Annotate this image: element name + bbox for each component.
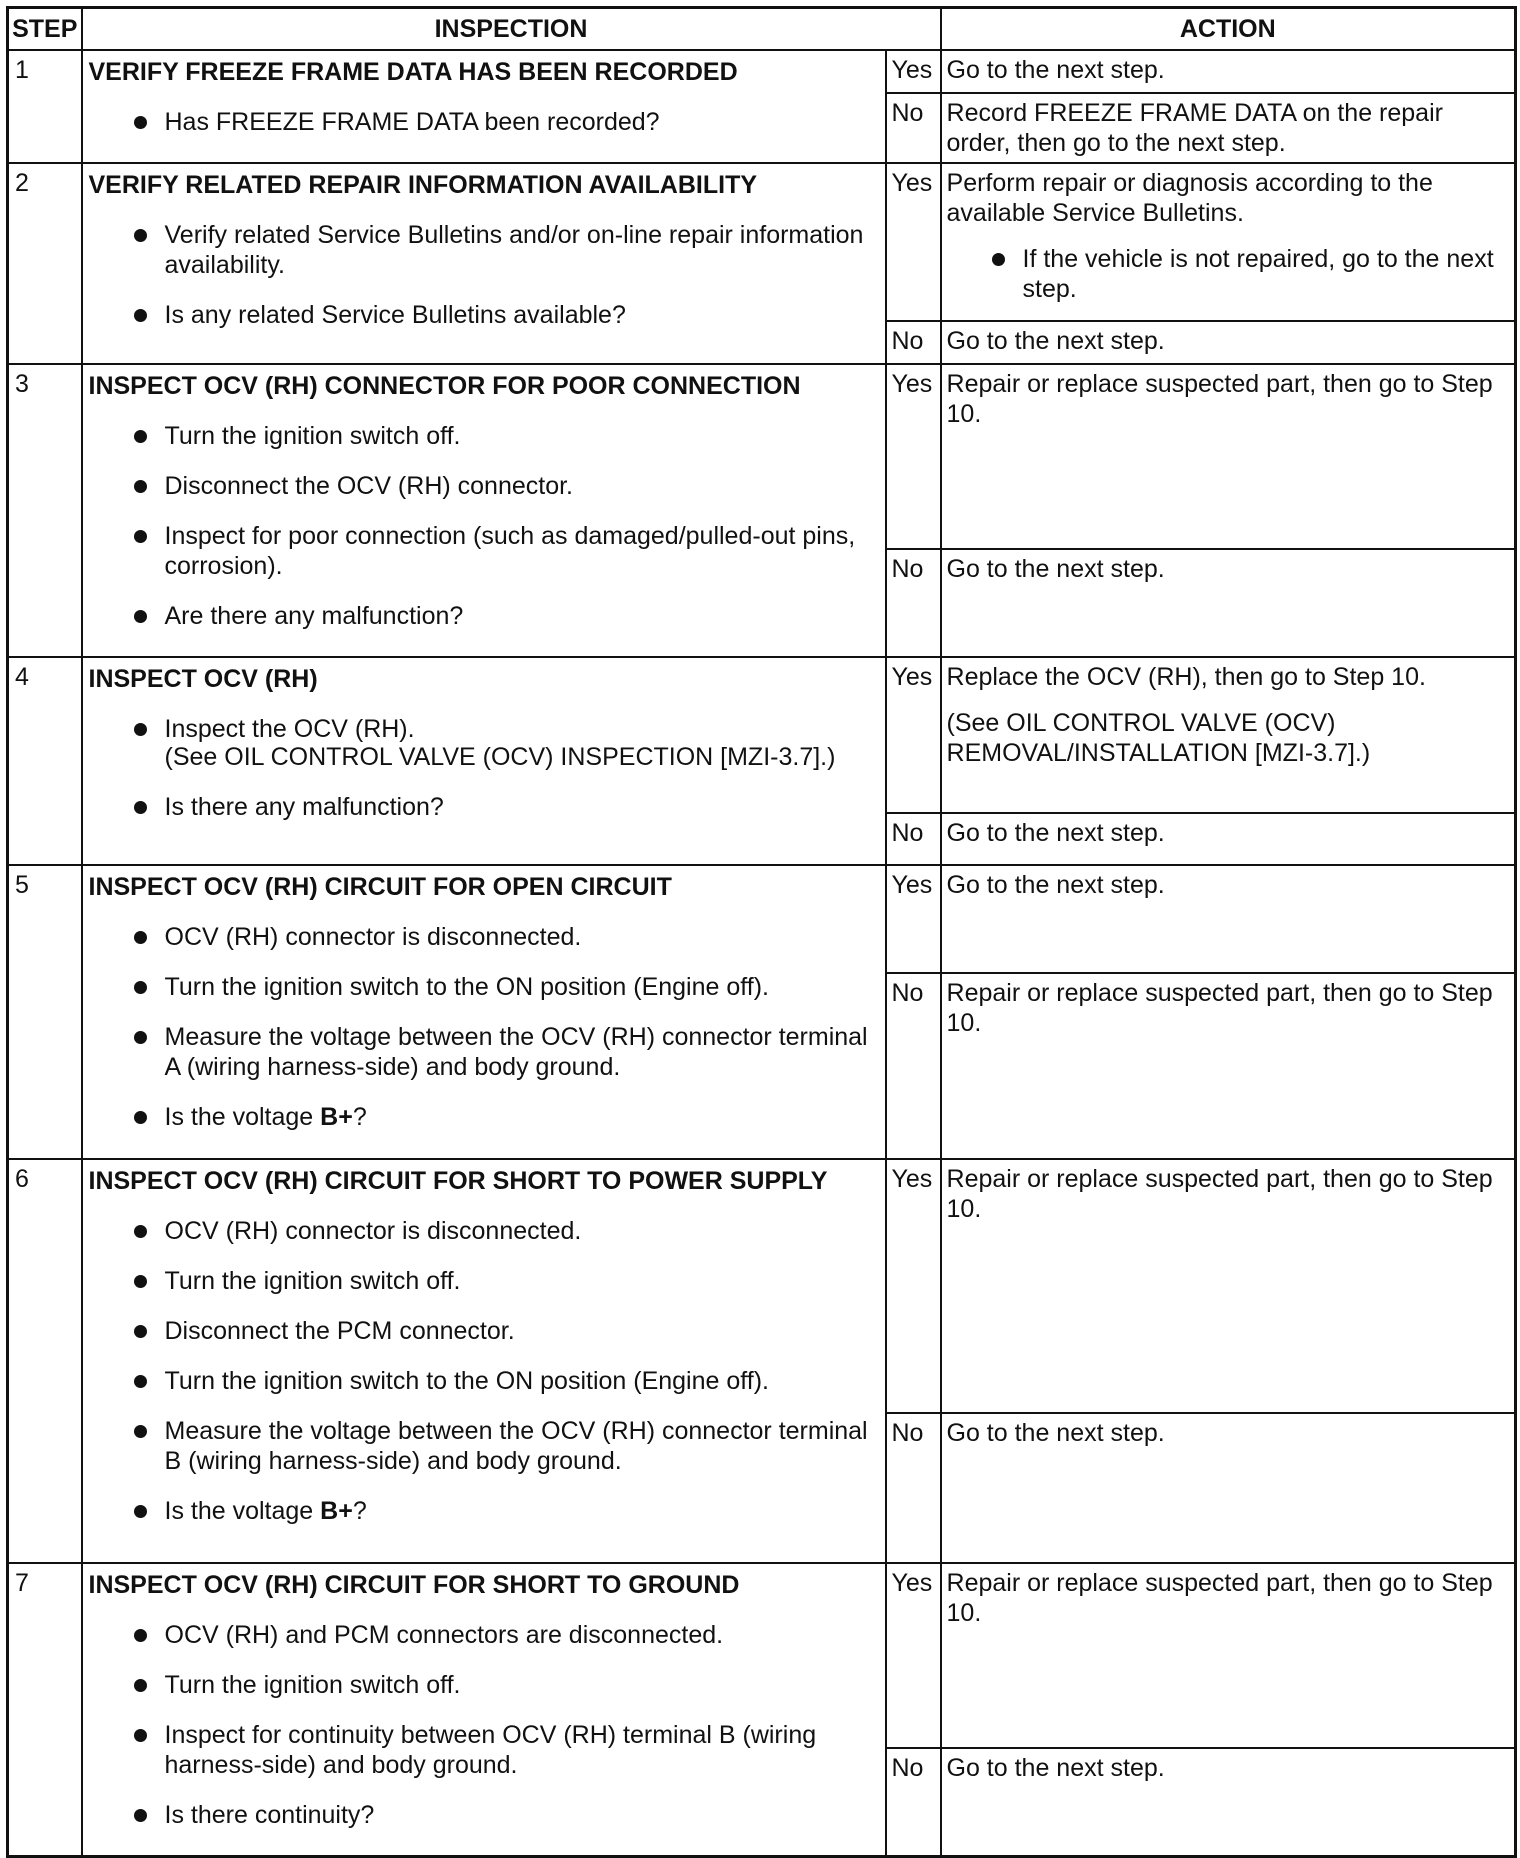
step-inspection [82, 163, 886, 364]
inspection-bullet: Turn the ignition switch off. [89, 1670, 879, 1700]
step-inspection [82, 1159, 886, 1563]
table-row [8, 865, 1516, 973]
step-number: 2 [8, 163, 82, 364]
action-bullet: If the vehicle is not repaired, go to the next step. [947, 244, 1509, 304]
step-inspection [82, 865, 886, 1159]
yes-label: Yes [886, 1159, 941, 1413]
inspection-bullet: Turn the ignition switch to the ON position (Engine off). [89, 1366, 879, 1396]
table-row [8, 1159, 1516, 1413]
inspection-bullet: Is any related Service Bulletins available? [89, 300, 879, 330]
no-action: Go to the next step. [941, 1413, 1516, 1563]
inspection-bullet: Inspect for poor connection (such as damaged/pulled-out pins, corrosion). [89, 521, 879, 581]
bullet-icon [134, 1325, 147, 1338]
yes-action: Repair or replace suspected part, then go to Step 10. [941, 1563, 1516, 1748]
inspection-bullet: OCV (RH) connector is disconnected. [89, 1216, 879, 1246]
no-label: No [886, 93, 941, 163]
yes-label: Yes [886, 1563, 941, 1748]
bullet-icon [134, 1275, 147, 1288]
bullet-icon [134, 1505, 147, 1518]
bullet-icon [134, 801, 147, 814]
bullet-icon [134, 931, 147, 944]
yes-action: Replace the OCV (RH), then go to Step 10. (See OIL CONTROL VALVE (OCV) REMOVAL/INSTALLATION [MZI-3.7].) [941, 657, 1516, 813]
bullet-icon [134, 530, 147, 543]
no-label: No [886, 813, 941, 865]
inspection-bullet: Inspect for continuity between OCV (RH) terminal B (wiring harness-side) and body ground. [89, 1720, 879, 1780]
table-row [8, 50, 1516, 93]
step-number: 4 [8, 657, 82, 865]
yes-label: Yes [886, 657, 941, 813]
no-action: Go to the next step. [941, 1748, 1516, 1856]
diagnostic-table [6, 6, 1517, 1858]
no-action: Go to the next step. [941, 813, 1516, 865]
inspection-bullet: Is there continuity? [89, 1800, 879, 1830]
step-inspection [82, 657, 886, 865]
bullet-icon [134, 480, 147, 493]
bullet-icon [134, 1629, 147, 1642]
inspection-bullet: OCV (RH) and PCM connectors are disconnected. [89, 1620, 879, 1650]
inspection-bullet: Is the voltage B+? [89, 1496, 879, 1526]
step-number: 7 [8, 1563, 82, 1856]
no-action: Go to the next step. [941, 549, 1516, 657]
step-number: 1 [8, 50, 82, 163]
inspection-bullet: Measure the voltage between the OCV (RH) connector terminal B (wiring harness-side) and body ground. [89, 1416, 879, 1476]
table-header-row [8, 8, 1516, 51]
bullet-icon [134, 610, 147, 623]
yes-label: Yes [886, 865, 941, 973]
header-action: ACTION [941, 8, 1516, 51]
step-title: INSPECT OCV (RH) CONNECTOR FOR POOR CONNECTION [88, 372, 801, 400]
no-label: No [886, 1413, 941, 1563]
yes-label: Yes [886, 163, 941, 321]
yes-action: Repair or replace suspected part, then go to Step 10. [941, 1159, 1516, 1413]
step-title: INSPECT OCV (RH) CIRCUIT FOR SHORT TO POWER SUPPLY [88, 1167, 828, 1195]
table-row [8, 364, 1516, 549]
inspection-bullet: Turn the ignition switch to the ON position (Engine off). [89, 972, 879, 1002]
bullet-icon [134, 1679, 147, 1692]
step-title: INSPECT OCV (RH) CIRCUIT FOR SHORT TO GROUND [88, 1571, 740, 1599]
table-row [8, 657, 1516, 813]
no-action: Go to the next step. [941, 321, 1516, 364]
yes-action: Repair or replace suspected part, then go to Step 10. [941, 364, 1516, 549]
bullet-icon [134, 1225, 147, 1238]
step-inspection [82, 1563, 886, 1856]
step-number: 3 [8, 364, 82, 657]
no-action: Record FREEZE FRAME DATA on the repair order, then go to the next step. [941, 93, 1516, 163]
bullet-icon [134, 1375, 147, 1388]
bullet-icon [992, 253, 1005, 266]
step-inspection [82, 50, 886, 163]
yes-label: Yes [886, 364, 941, 549]
bullet-icon [134, 723, 147, 736]
step-title: VERIFY FREEZE FRAME DATA HAS BEEN RECORDED [88, 58, 738, 86]
step-title: INSPECT OCV (RH) CIRCUIT FOR OPEN CIRCUIT [88, 873, 672, 901]
bullet-icon [134, 229, 147, 242]
step-inspection [82, 364, 886, 657]
reference-note: (See OIL CONTROL VALVE (OCV) REMOVAL/INSTALLATION [MZI-3.7].) [946, 709, 1371, 767]
inspection-bullet: Inspect the OCV (RH). [89, 714, 879, 744]
bullet-icon [134, 1031, 147, 1044]
bullet-icon [134, 1425, 147, 1438]
inspection-bullet: Is the voltage B+? [89, 1102, 879, 1132]
header-step: STEP [8, 8, 82, 51]
inspection-bullet: Verify related Service Bulletins and/or on-line repair information availability. [89, 220, 879, 280]
inspection-bullet: Measure the voltage between the OCV (RH) connector terminal A (wiring harness-side) and body ground. [89, 1022, 879, 1082]
bullet-icon [134, 430, 147, 443]
bullet-icon [134, 309, 147, 322]
step-number: 6 [8, 1159, 82, 1563]
no-label: No [886, 549, 941, 657]
bullet-icon [134, 1809, 147, 1822]
table-row [8, 1563, 1516, 1748]
inspection-bullet: OCV (RH) connector is disconnected. [89, 922, 879, 952]
table-row [8, 163, 1516, 321]
inspection-bullet: Is there any malfunction? [89, 792, 879, 822]
step-number: 5 [8, 865, 82, 1159]
inspection-bullet: Has FREEZE FRAME DATA been recorded? [89, 107, 879, 137]
reference-note: (See OIL CONTROL VALVE (OCV) INSPECTION [MZI-3.7].) [164, 743, 836, 771]
yes-action: Go to the next step. [941, 865, 1516, 973]
yes-action: Go to the next step. [941, 50, 1516, 93]
bullet-icon [134, 981, 147, 994]
inspection-bullet: Disconnect the PCM connector. [89, 1316, 879, 1346]
inspection-bullet: Are there any malfunction? [89, 601, 879, 631]
no-label: No [886, 321, 941, 364]
step-title: VERIFY RELATED REPAIR INFORMATION AVAILABILITY [88, 171, 758, 199]
bullet-icon [134, 1111, 147, 1124]
inspection-bullet: Disconnect the OCV (RH) connector. [89, 471, 879, 501]
step-title: INSPECT OCV (RH) [88, 665, 318, 693]
bullet-icon [134, 116, 147, 129]
bullet-icon [134, 1729, 147, 1742]
header-inspection: INSPECTION [82, 8, 941, 51]
inspection-bullet: Turn the ignition switch off. [89, 1266, 879, 1296]
yes-action: Perform repair or diagnosis according to the available Service Bulletins. If the vehicle is not repaired, go to the next step. [941, 163, 1516, 321]
no-label: No [886, 1748, 941, 1856]
yes-label: Yes [886, 50, 941, 93]
inspection-bullet: Turn the ignition switch off. [89, 421, 879, 451]
no-label: No [886, 973, 941, 1159]
no-action: Repair or replace suspected part, then go to Step 10. [941, 973, 1516, 1159]
